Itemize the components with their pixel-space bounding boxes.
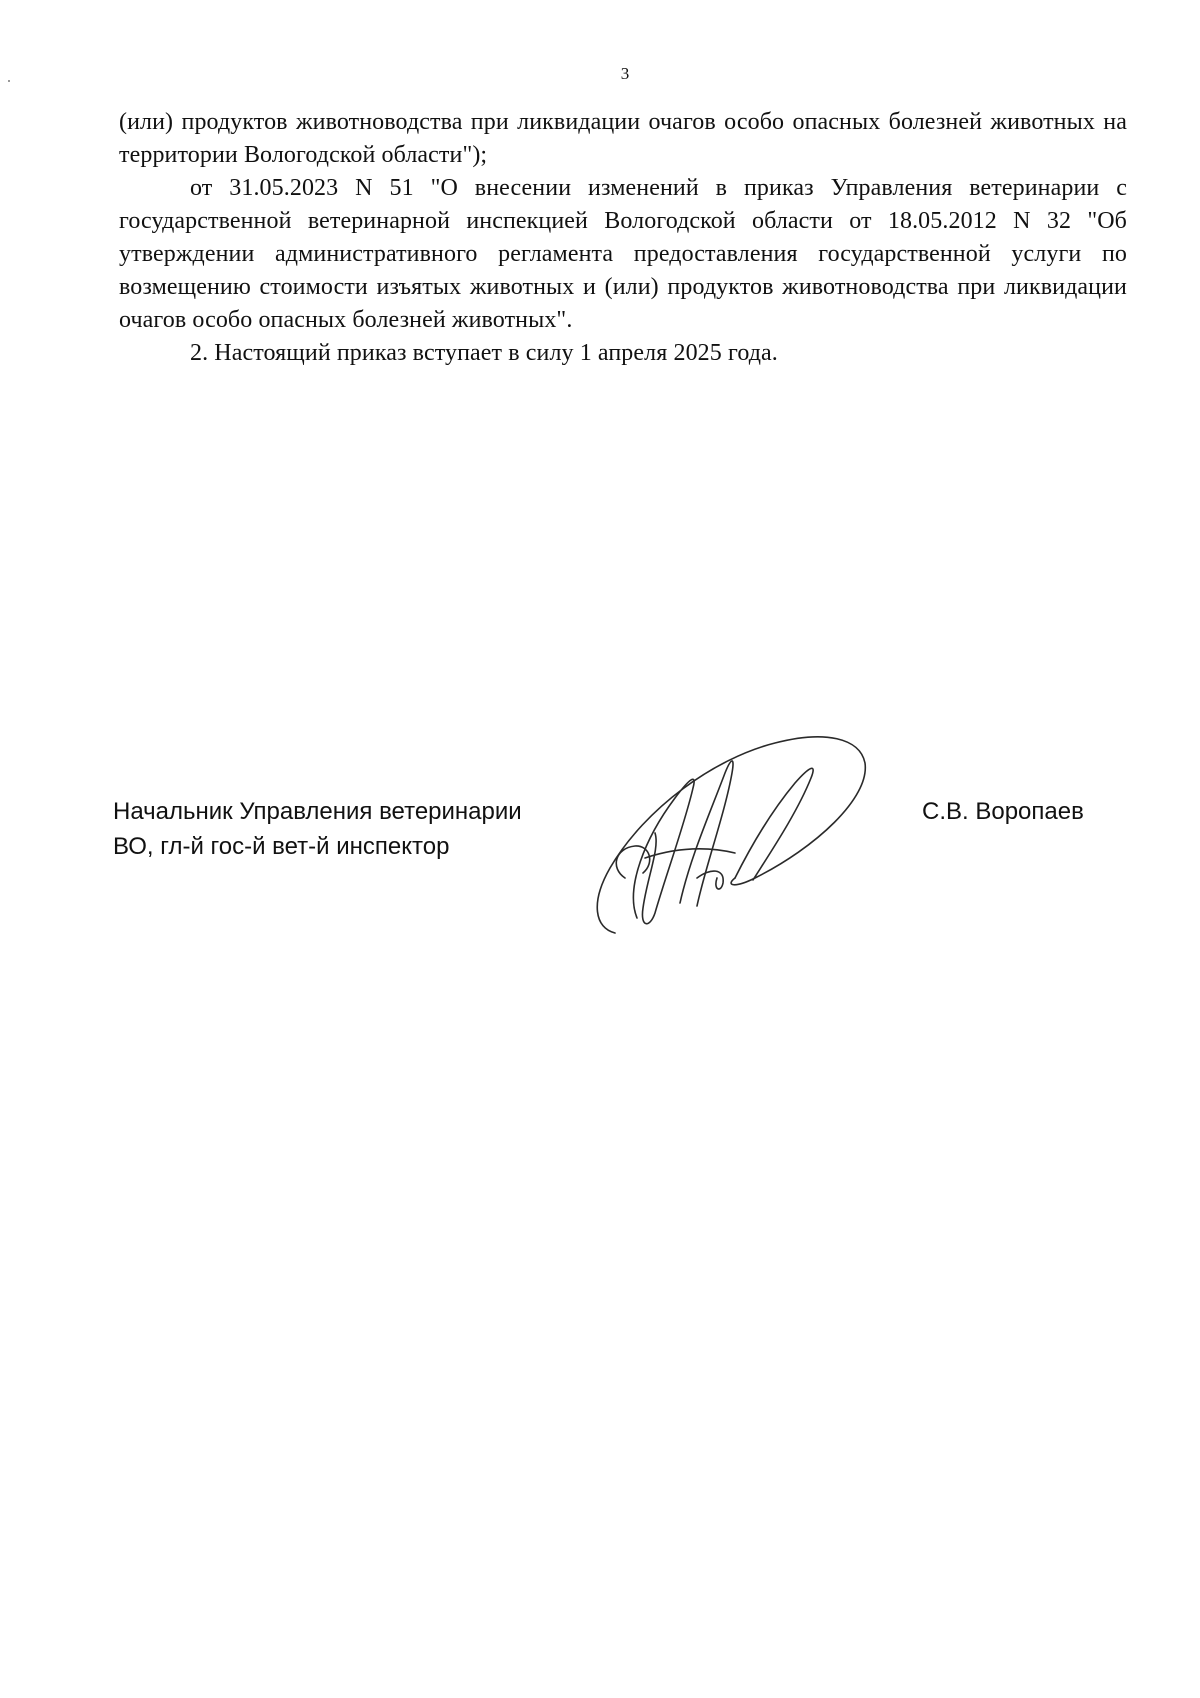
signatory-position-line-2: ВО, гл-й гос-й вет-й инспектор — [113, 833, 450, 860]
document-body — [119, 106, 1127, 370]
signatory-position-line-1: Начальник Управления ветеринарии — [113, 798, 522, 825]
signatory-name: С.В. Воропаев — [922, 798, 1084, 825]
handwritten-signature — [585, 728, 875, 943]
signatory-position — [113, 794, 633, 864]
paragraph-order-reference: от 31.05.2023 N 51 "О внесении изменений в приказ Управления ветеринарии с государственной ветеринарной инспекцией Вологодской области от 18.05.2012 N 32 "Об утверждении административного регламента предоставления государственной услуги по возмещению стоимости изъятых животных и (или) продуктов животноводства при ликвидации очагов особо опасных болезней животных". — [119, 175, 1127, 333]
paragraph-continuation: (или) продуктов животноводства при ликвидации очагов особо опасных болезней животных на территории Вологодской области"); — [119, 109, 1127, 168]
page-number: 3 — [620, 64, 630, 83]
paragraph-effective-date: 2. Настоящий приказ вступает в силу 1 апреля 2025 года. — [190, 340, 778, 366]
